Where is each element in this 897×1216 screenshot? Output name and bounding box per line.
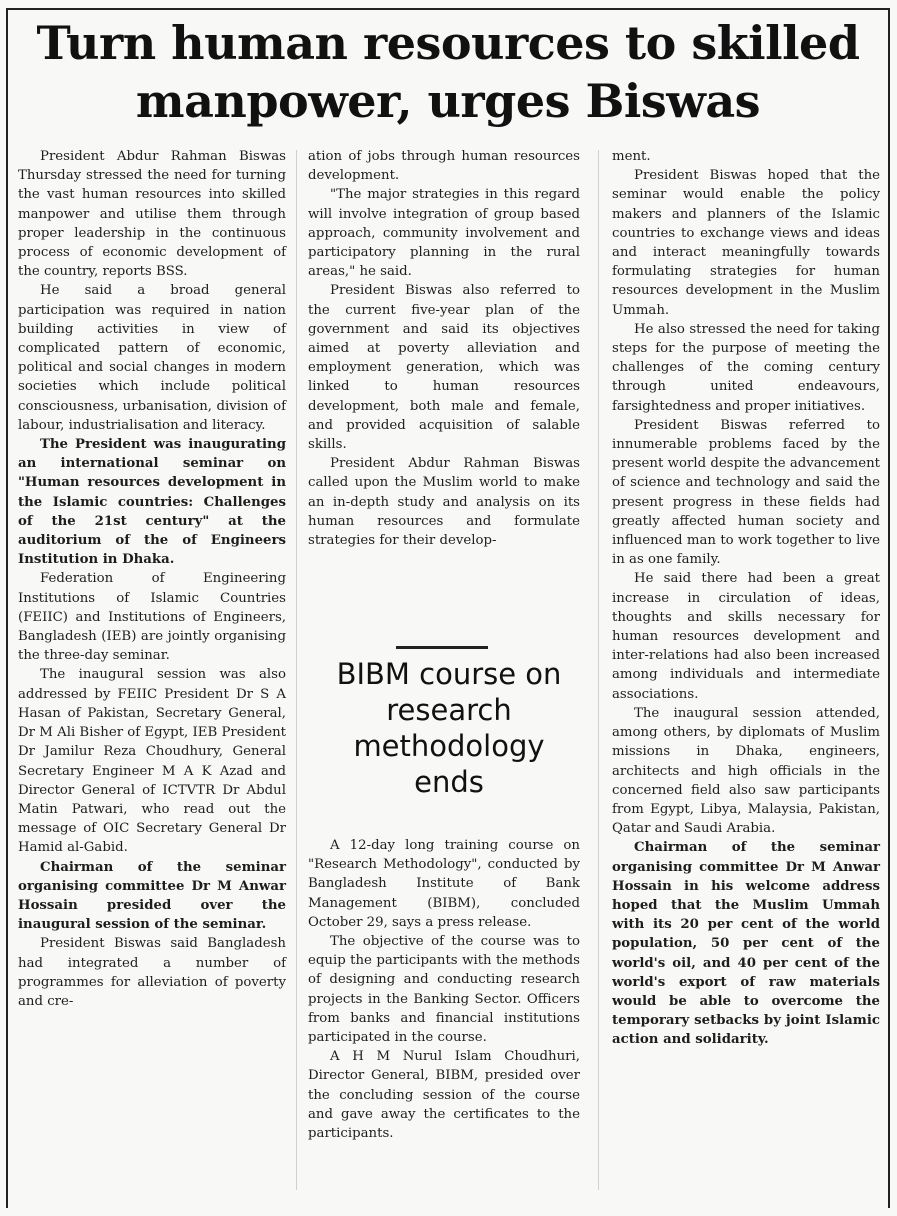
paragraph: He said there had been a great increase in circulation of ideas, thoughts and skills necessary for human resources development and inter-relations had also been increased among individuals and intermediate associations. (612, 571, 880, 702)
paragraph: President Biswas also referred to the current five-year plan of the government and said its objectives aimed at poverty alleviation and employment generation, which was linked to human resources development, both male and female, and provided acquisition of salable skills. (308, 283, 580, 453)
paragraph: A 12-day long training course on "Research Methodology", conducted by Bangladesh Institute of Bank Management (BIBM), concluded October 29, says a press release. (308, 838, 580, 930)
paragraph: The President was inaugurating an international seminar on "Human resources development in the Islamic countries: Challenges of the 21st century" at the auditorium of the of Engineers Institution in Dhaka. (18, 437, 286, 568)
main-article-column-1 (18, 147, 286, 1011)
clipping-border-right (888, 8, 890, 1208)
paragraph: President Biswas said Bangladesh had integrated a number of programmes for alleviation of poverty and cre- (18, 936, 286, 1009)
main-headline (12, 14, 884, 130)
paragraph: The inaugural session attended, among others, by diplomats of Muslim missions in Dhaka, engineers, architects and high officials in the concerned field also saw participants from Egypt, Libya, Malaysia, Pakistan, Qatar and Saudi Arabia. (612, 705, 880, 837)
paragraph: He also stressed the need for taking steps for the purpose of meeting the challenges of the coming century through united endeavours, farsightedness and proper initiatives. (612, 321, 880, 414)
paragraph: ation of jobs through human resources development. (308, 149, 580, 184)
headline-line-1: Turn human resources to skilled (36, 16, 860, 70)
paragraph: President Biswas referred to innumerable problems faced by the present world despite the advancement of science and technology and said the present progress in these fields had greatly affected human society and influenced man to work together to live in as one family. (612, 417, 880, 568)
section-divider (396, 646, 488, 649)
main-article-column-2 (308, 147, 580, 550)
paragraph: President Abdur Rahman Biswas called upon the Muslim world to make an in-depth study and analysis on its human resources and formulate strategies for their develop- (308, 456, 580, 549)
paragraph: The objective of the course was to equip the participants with the methods of designing and conducting research projects in the Banking Sector. Officers from banks and financial institutions participated in the course. (308, 934, 580, 1046)
column-separator (598, 150, 599, 1190)
paragraph: President Abdur Rahman Biswas Thursday stressed the need for turning the vast human resources into skilled manpower and utilise them through proper leadership in the continuous process of economic development of the country, reports BSS. (18, 149, 286, 280)
headline-line-2: manpower, urges Biswas (135, 74, 761, 128)
sub-article-body (308, 836, 580, 1143)
paragraph: Chairman of the seminar organising committee Dr M Anwar Hossain in his welcome address hoped that the Muslim Ummah with its 20 per cent of the world population, 50 per cent of the world's oil, and 40 per cent of the world's export of raw materials would be able to overcome the temporary setbacks by joint Islamic action and solidarity. (612, 840, 880, 1048)
paragraph: A H M Nurul Islam Choudhuri, Director General, BIBM, presided over the concluding session of the course and gave away the certificates to the participants. (308, 1049, 580, 1142)
column-separator (296, 150, 297, 1190)
paragraph: Chairman of the seminar organising committee Dr M Anwar Hossain presided over the inaugural session of the seminar. (18, 859, 286, 933)
paragraph: ment. (612, 149, 651, 164)
paragraph: President Biswas hoped that the seminar would enable the policy makers and planners of the Islamic countries to exchange views and ideas and interact meaningfully towards formulating strategies for human resources development in the Muslim Ummah. (612, 168, 880, 318)
paragraph: The inaugural session was also addressed by FEIIC President Dr S A Hasan of Pakistan, Secretary General, Dr M Ali Bisher of Egypt, IEB President Dr Jamilur Reza Choudhury, General Secretary Engineer M A K Azad and Director General of ICTVTR Dr Abdul Matin Patwari, who read out the message of OIC Secretary General Dr Hamid al-Gabid. (18, 667, 286, 856)
main-article-column-3 (612, 147, 880, 1050)
sub-article-headline: BIBM course on research methodology ends (336, 657, 562, 799)
paragraph: "The major strategies in this regard will involve integration of group based approach, community involvement and participatory planning in the rural areas," he said. (308, 187, 580, 280)
paragraph: He said a broad general participation was required in nation building activities in view of complicated pattern of economic, political and social changes in modern societies which include political consciousness, urbanisation, division of labour, industrialisation and literacy. (18, 283, 286, 433)
clipping-border-top (6, 8, 890, 10)
clipping-border-left (6, 8, 8, 1208)
paragraph: Federation of Engineering Institutions of Islamic Countries (FEIIC) and Institutions of Engineers, Bangladesh (IEB) are jointly organising the three-day seminar. (18, 571, 286, 664)
